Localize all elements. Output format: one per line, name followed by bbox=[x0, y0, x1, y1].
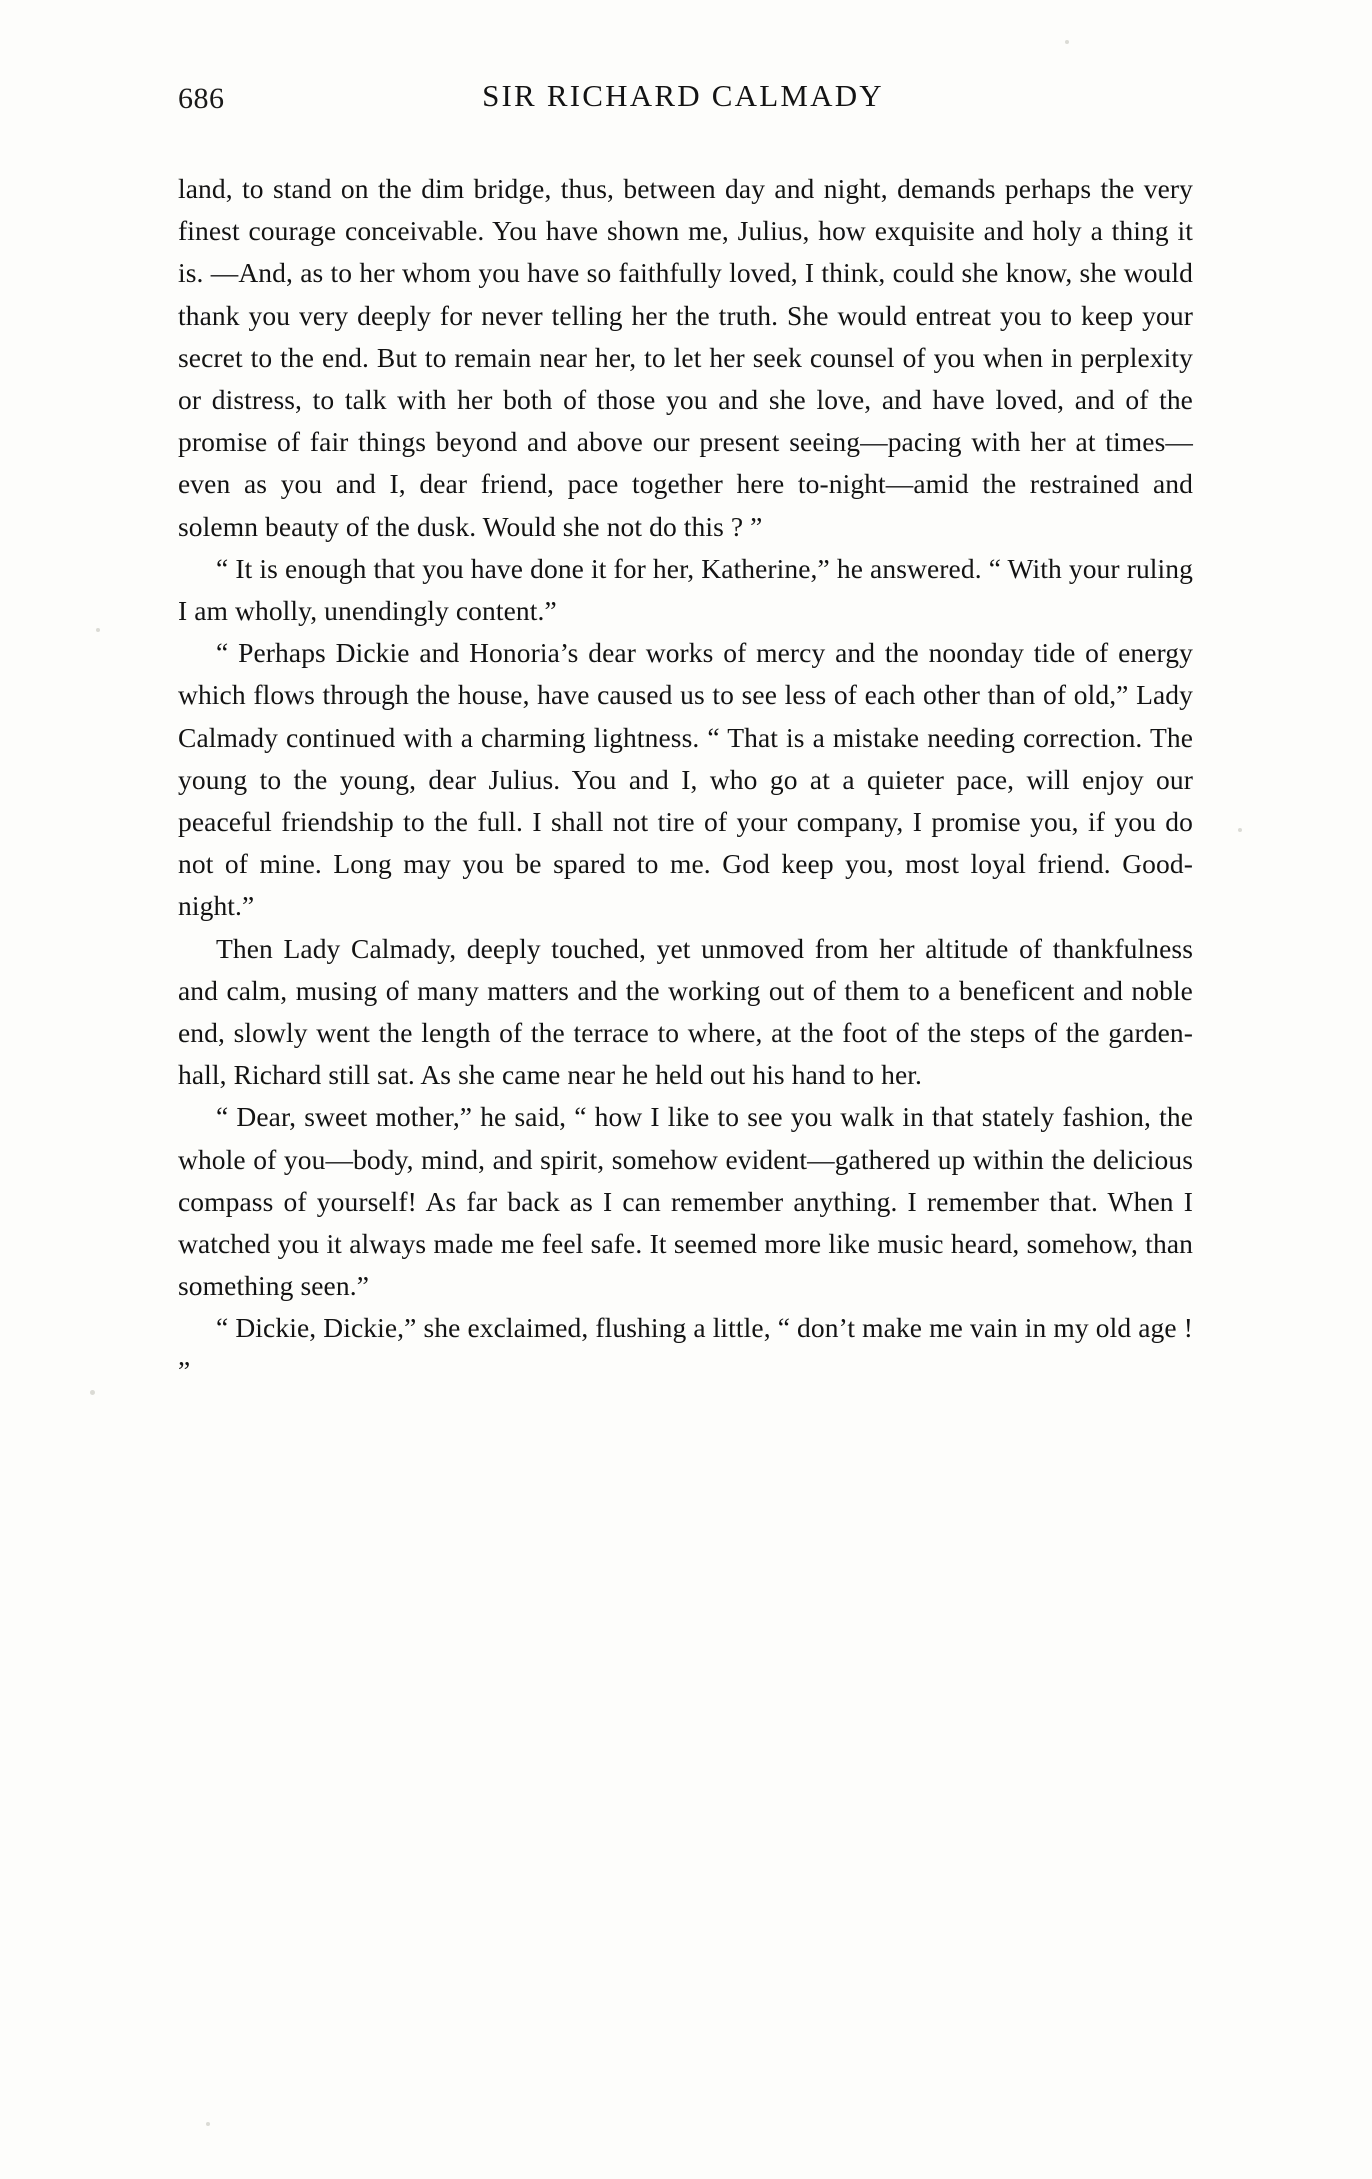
scan-speck bbox=[96, 628, 100, 632]
scan-speck bbox=[1065, 40, 1069, 44]
paragraph: “ It is enough that you have done it for her, Katherine,” he answered. “ With your ruling I am wholly, unendingly content.” bbox=[178, 552, 1193, 627]
page-body bbox=[178, 168, 1193, 1392]
scan-speck bbox=[90, 1390, 95, 1395]
paragraph: “ Dickie, Dickie,” she exclaimed, flushing a little, “ don’t make me vain in my old age ! ” bbox=[178, 1312, 1193, 1386]
page-header bbox=[178, 78, 1188, 122]
scan-speck bbox=[1238, 828, 1242, 832]
running-title: SIR RICHARD CALMADY bbox=[482, 78, 884, 113]
paragraph: “ Perhaps Dickie and Honoria’s dear works of mercy and the noonday tide of energy which flows through the house, have caused us to see less of each other than of old,” Lady Calmady continued with a charming lightness. “ That is a mistake needing correction. The young to the young, dear Julius. You and I, who go at a quieter pace, will enjoy our peaceful friendship to the full. I shall not tire of your company, I promise you, if you do not of mine. Long may you be spared to me. God keep you, most loyal friend. Good-night.” bbox=[178, 637, 1193, 922]
page-number: 686 bbox=[178, 82, 225, 115]
scan-speck bbox=[206, 2122, 210, 2126]
paragraph: “ Dear, sweet mother,” he said, “ how I like to see you walk in that stately fashion, the whole of you—body, mind, and spirit, somehow evident—gathered up within the delicious compass of yourself! As far back as I can remember anything. I remember that. When I watched you it always made me feel safe. It seemed more like music heard, somehow, than something seen.” bbox=[178, 1101, 1193, 1302]
paragraph: Then Lady Calmady, deeply touched, yet unmoved from her altitude of thankfulness and calm, musing of many matters and the working out of them to a beneficent and noble end, slowly went the length of the terrace to where, at the foot of the steps of the garden-hall, Richard still sat. As she came near he held out his hand to her. bbox=[178, 932, 1193, 1091]
paragraph: land, to stand on the dim bridge, thus, between day and night, demands perhaps the very finest courage conceivable. You have shown me, Julius, how exquisite and holy a thing it is. —And, as to her whom you have so faithfully loved, I think, could she know, she would thank you very deeply for never telling her the truth. She would entreat you to keep your secret to the end. But to remain near her, to let her seek counsel of you when in perplexity or distress, to talk with her both of those you and she love, and have loved, and of the promise of fair things beyond and above our present seeing—pacing with her at times—even as you and I, dear friend, pace together here to-night—amid the restrained and solemn beauty of the dusk. Would she not do this ? ” bbox=[178, 173, 1193, 542]
